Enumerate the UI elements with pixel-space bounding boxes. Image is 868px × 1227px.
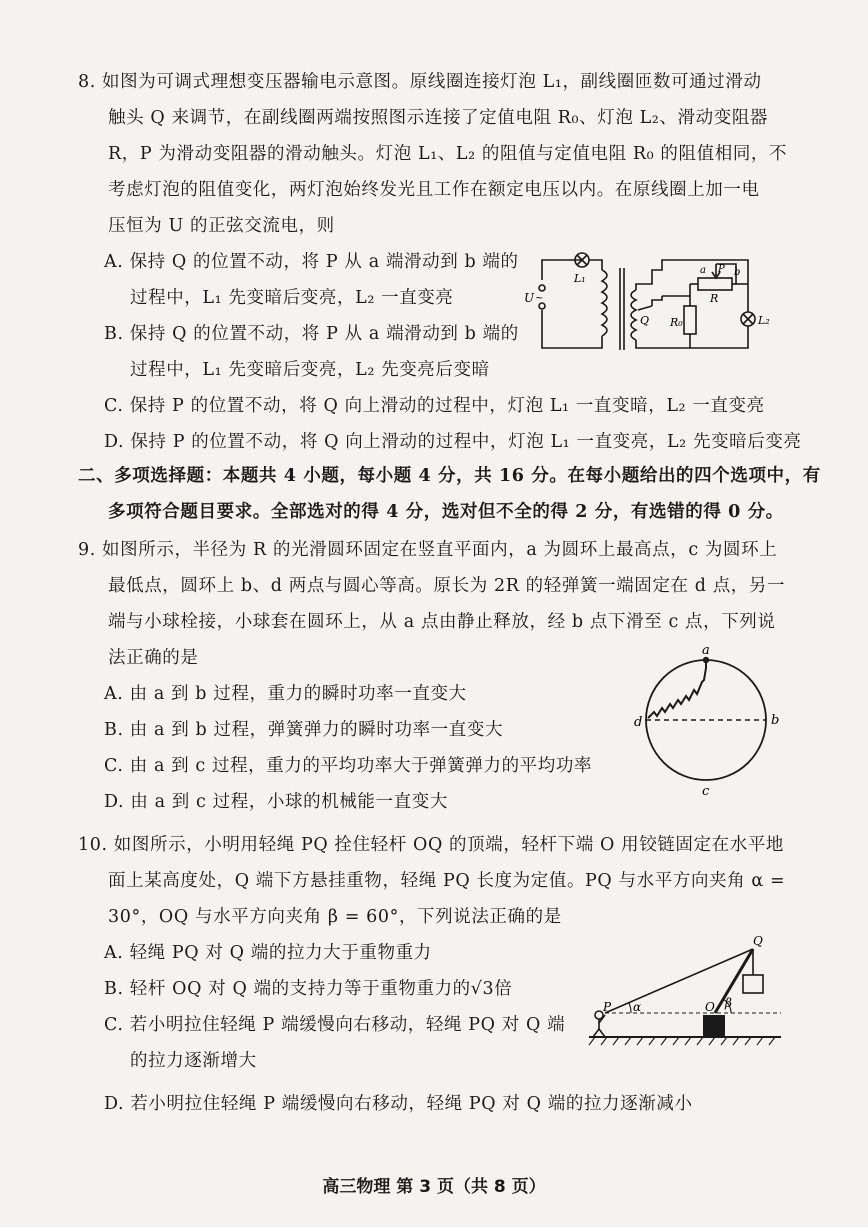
q9-option-a: A. 由 a 到 b 过程，重力的瞬时功率一直变大 — [104, 684, 467, 704]
fig9-label-d: d — [634, 715, 643, 730]
fig9-label-b: b — [771, 713, 780, 728]
q9-line-1: 9. 如图所示，半径为 R 的光滑圆环固定在竖直平面内，a 为圆环上最高点，c 为圆环上 — [78, 540, 778, 560]
q10-option-b: B. 轻杆 OQ 对 Q 端的支持力等于重物重力的√3倍 — [104, 979, 513, 999]
fig10-label-q: Q — [753, 934, 763, 948]
fig8-label-l2: L₂ — [758, 314, 770, 327]
fig10-label-p: P — [603, 1000, 612, 1014]
q10-option-a: A. 轻绳 PQ 对 Q 端的拉力大于重物重力 — [104, 943, 432, 963]
q8-option-b-cont: 过程中，L₁ 先变暗后变亮，L₂ 先变亮后变暗 — [130, 360, 490, 380]
fig9-label-c: c — [702, 784, 710, 799]
q8-line-2: 触头 Q 来调节，在副线圈两端按照图示连接了定值电阻 R₀、灯泡 L₂、滑动变阻器 — [108, 108, 769, 128]
q9-option-c: C. 由 a 到 c 过程，重力的平均功率大于弹簧弹力的平均功率 — [104, 756, 593, 776]
fig8-label-r: R — [710, 292, 719, 305]
q10-option-c-cont: 的拉力逐渐增大 — [130, 1051, 257, 1071]
q8-option-b: B. 保持 Q 的位置不动，将 P 从 a 端滑动到 b 端的 — [104, 324, 519, 344]
fig8-label-r0: R₀ — [670, 316, 683, 329]
section2-line-2: 多项符合题目要求。全部选对的得 4 分，选对但不全的得 2 分，有选错的得 0 分。 — [108, 502, 784, 522]
q10-option-d: D. 若小明拉住轻绳 P 端缓慢向右移动，轻绳 PQ 对 Q 端的拉力逐渐减小 — [104, 1094, 693, 1114]
q8-line-4: 考虑灯泡的阻值变化，两灯泡始终发光且工作在额定电压以内。在原线圈上加一电 — [108, 180, 760, 200]
q8-circuit-figure — [520, 240, 770, 360]
q8-line-3: R，P 为滑动变阻器的滑动触头。灯泡 L₁、L₂ 的阻值与定值电阻 R₀ 的阻值相同，不 — [108, 144, 788, 164]
q10-option-c: C. 若小明拉住轻绳 P 端缓慢向右移动，轻绳 PQ 对 Q 端 — [104, 1015, 566, 1035]
q8-option-a-cont: 过程中，L₁ 先变暗后变亮，L₂ 一直变亮 — [130, 288, 454, 308]
q8-option-a: A. 保持 Q 的位置不动，将 P 从 a 端滑动到 b 端的 — [104, 252, 519, 272]
fig8-label-u: U — [524, 291, 535, 305]
q8-option-c: C. 保持 P 的位置不动，将 Q 向上滑动的过程中，灯泡 L₁ 一直变暗，L₂ 一直变亮 — [104, 396, 765, 416]
fig8-label-p: P — [718, 264, 725, 275]
fig9-label-a: a — [702, 643, 710, 658]
section2-heading: 二、多项选择题：本题共 4 小题，每小题 4 分，共 16 分。在每小题给出的四个选项中，有 — [78, 466, 821, 486]
fig10-label-alpha: α — [633, 1000, 642, 1014]
q9-ring-figure — [634, 640, 780, 800]
q8-line-5: 压恒为 U 的正弦交流电，则 — [108, 216, 335, 236]
q9-line-3: 端与小球栓接，小球套在圆环上，从 a 点由静止释放，经 b 点下滑至 c 点，下列说 — [108, 612, 776, 632]
fig8-label-q: Q — [640, 314, 650, 327]
fig10-label-o: O — [705, 1000, 715, 1014]
q8-line-1: 8. 如图为可调式理想变压器输电示意图。原线圈连接灯泡 L₁，副线圈匝数可通过滑动 — [78, 72, 762, 92]
q9-line-2: 最低点，圆环上 b、d 两点与圆心等高。原长为 2R 的轻弹簧一端固定在 d 点，另一 — [108, 576, 786, 596]
q10-line-1: 10. 如图所示，小明用轻绳 PQ 拴住轻杆 OQ 的顶端，轻杆下端 O 用铰链固定在水平地 — [78, 835, 785, 855]
q10-line-3: 30°，OQ 与水平方向夹角 β = 60°，下列说法正确的是 — [108, 907, 562, 927]
q8-option-d: D. 保持 P 的位置不动，将 Q 向上滑动的过程中，灯泡 L₁ 一直变亮，L₂ 先变暗后变亮 — [104, 432, 802, 452]
q10-line-2: 面上某高度处，Q 端下方悬挂重物，轻绳 PQ 长度为定值。PQ 与水平方向夹角 α = — [108, 871, 786, 891]
q10-rod-figure — [585, 935, 785, 1065]
fig8-label-l1: L₁ — [574, 272, 586, 285]
q9-option-b: B. 由 a 到 b 过程，弹簧弹力的瞬时功率一直变大 — [104, 720, 504, 740]
q9-line-4: 法正确的是 — [108, 648, 199, 668]
fig8-tilde: ~ — [535, 293, 544, 304]
fig10-label-beta: β — [725, 996, 732, 1010]
q9-option-d: D. 由 a 到 c 过程，小球的机械能一直变大 — [104, 792, 448, 812]
page-footer: 高三物理 第 3 页（共 8 页） — [322, 1177, 546, 1197]
fig8-label-b: b — [734, 267, 741, 278]
fig8-label-a: a — [700, 265, 706, 276]
